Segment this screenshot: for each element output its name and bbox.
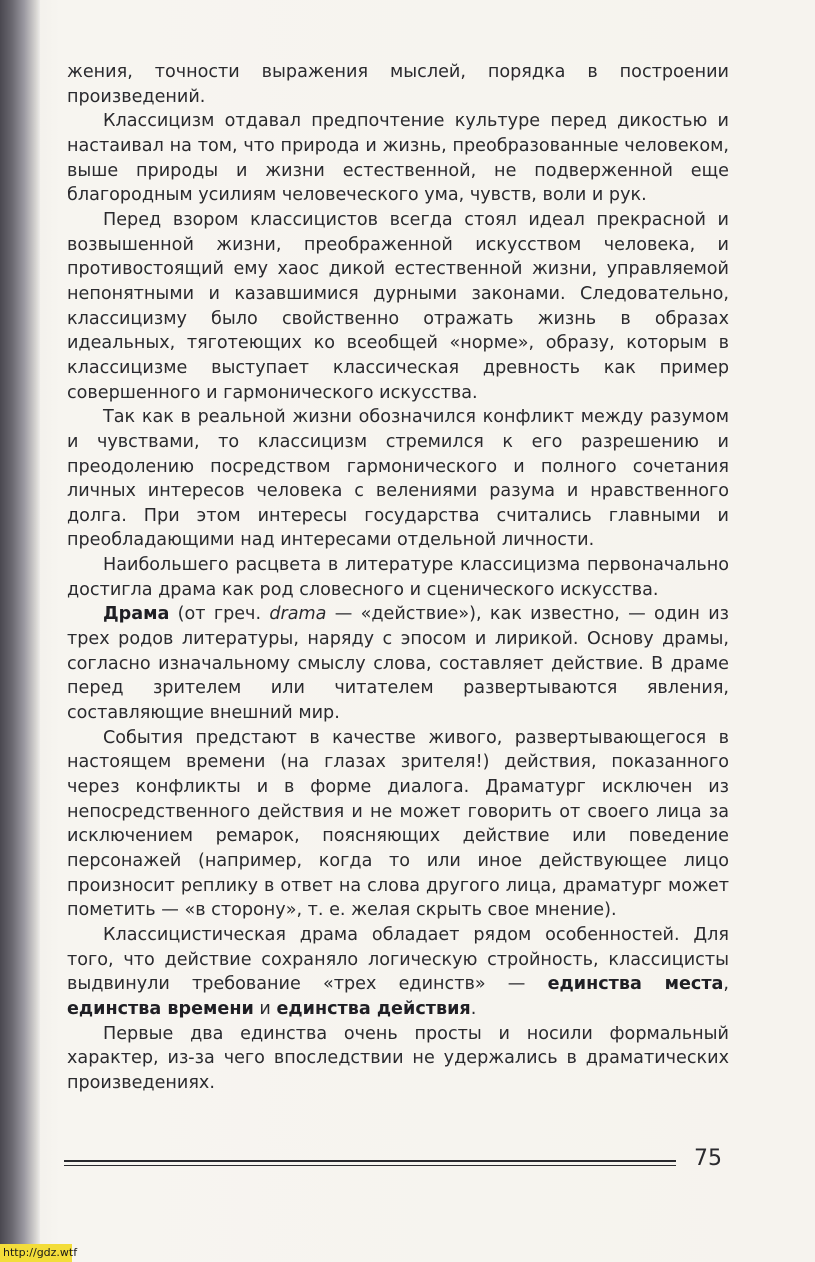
paragraph-p3 [67,208,729,405]
watermark-link[interactable]: http://gdz.wtf [0,1244,72,1262]
text-run: Классицизм отдавал предпочтение культуре перед дикостью и настаивал на том, что природа и жизнь, преобразованные человеком, выше природы и жизни естественной, не подверженной еще благородным усилиям человеческого ума, чувств, воли и рук. [67,111,729,206]
text-run: Перед взором классицистов всегда стоял идеал прекрасной и возвышенной жизни, преображенной искусством человека, и противостоящий ему хаос дикой естественной жизни, управляемой непонятными и казавшимися дурными законами. Следовательно, классицизму было свойственно отражать жизнь в образах идеальных, тяготеющих ко всеобщей «норме», образу, которым в классицизме выступает классическая древность как пример совершенного и гармонического искусства. [67,209,729,403]
text-run: жения, точности выражения мыслей, порядка в построении произведений. [67,62,729,107]
text-run: Первые два единства очень просты и носили формальный характер, из-за чего впоследствии не удержались в драматических произведениях. [67,1023,729,1093]
text-run: Наибольшего расцвета в литературе классицизма первоначально достигла драма как род словесного и сценического искусства. [67,555,729,600]
footer-rule [64,1160,676,1166]
paragraph-p2 [67,109,729,208]
text-run: (от греч. [169,604,270,625]
paragraph-p6 [67,602,729,725]
paragraph-p1 [67,60,729,109]
paragraph-p7 [67,726,729,923]
paragraph-p8 [67,923,729,1022]
book-spine-shadow [0,0,40,1262]
text-run: , [723,974,729,995]
text-run: Так как в реальной жизни обозначился конфликт между разумом и чувствами, то классицизм стремился к его разрешению и преодолению посредством гармонического и полного сочетания личных интересов человека с велениями разума и нравственного долга. При этом интересы государства считались главными и преобладающими над интересами отдельной личности. [67,407,729,551]
text-run: Классицистическая драма обладает рядом особенностей. Для того, что действие сохраняло логическую стройность, классицисты выдвинули требование «трех единств» — [67,924,729,995]
bold-term: единства места [547,974,724,995]
bold-term: единства времени [67,998,254,1019]
text-run: События предстают в качестве живого, развертывающегося в настоящем времени (на глазах зрителя!) действия, показанного через конфликты и в форме диалога. Драматург исключен из непосредственного действия и не может говорить от своего лица за исключением ремарок, поясняющих действие или поведение персонажей (например, когда то или иное действующее лицо произносит реплику в ответ на слова другого лица, драматург может пометить — «в сторону», т. е. желая скрыть свое мнение). [67,727,729,921]
body-text [67,60,729,1096]
bold-term: единства действия [276,998,471,1019]
page-number: 75 [694,1146,722,1171]
text-run: . [470,998,477,1019]
text-run: — «действие»), как известно, — один из трех родов литературы, наряду с эпосом и лирикой. Основу драмы, согласно изначальному смыслу слова, составляет действие. В драме перед зрителем или читателем развертываются явления, составляющие внешний мир. [67,604,729,724]
paragraph-p9 [67,1022,729,1096]
italic-term: drama [269,604,327,625]
paragraph-p4 [67,405,729,553]
paragraph-p5 [67,553,729,602]
bold-term: Драма [103,604,170,625]
text-run: и [253,998,277,1019]
